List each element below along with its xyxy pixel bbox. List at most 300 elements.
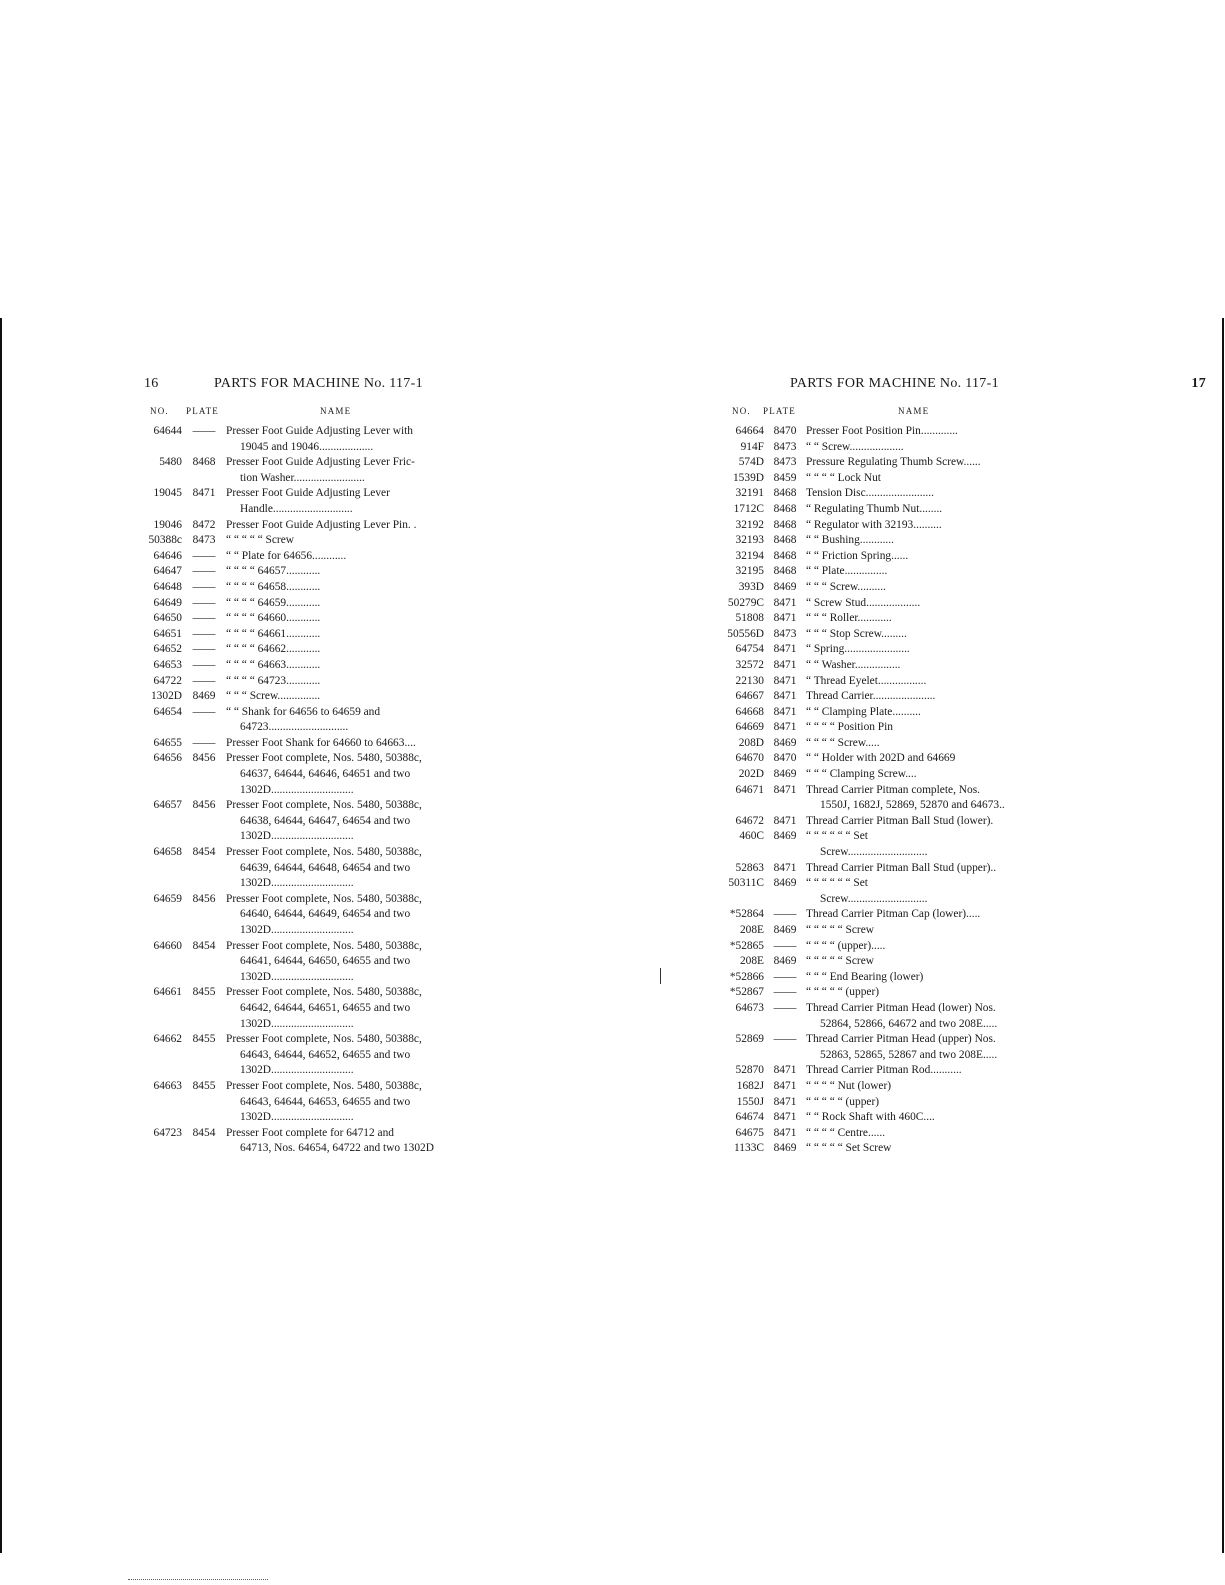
part-number: 19045 — [153, 487, 182, 500]
plate-number: 8455 — [192, 986, 216, 999]
part-name-line: “ “ “ “ Centre...... — [806, 1126, 886, 1139]
part-name — [806, 907, 1048, 923]
part-name-line: 64641, 64644, 64650, 64655 and two — [240, 955, 411, 968]
part-number: 64656 — [153, 752, 182, 765]
part-row — [718, 939, 1178, 955]
part-name-line: 1302D............................. — [240, 970, 354, 983]
part-number: 64646 — [153, 549, 182, 562]
part-name — [806, 486, 1048, 502]
part-name-line: “ “ “ Stop Screw......... — [806, 627, 907, 640]
plate-number: 8471 — [773, 674, 797, 687]
part-row — [718, 1095, 1178, 1111]
plate-number: 8469 — [192, 690, 216, 703]
part-number: 64657 — [153, 799, 182, 812]
part-name — [226, 455, 468, 486]
plate-number: 8456 — [192, 892, 216, 905]
plate-number: —— — [192, 565, 216, 578]
part-number: 64668 — [735, 705, 764, 718]
part-name — [806, 580, 1048, 596]
part-number: 208E — [739, 924, 764, 936]
plate-number: —— — [192, 674, 216, 687]
part-number: 51808 — [735, 612, 764, 625]
part-number: 64653 — [153, 658, 182, 671]
part-row — [718, 1141, 1178, 1157]
plate-number: 8471 — [773, 658, 797, 671]
part-row — [718, 751, 1178, 767]
part-number: 208D — [738, 736, 764, 749]
part-number: 64722 — [153, 674, 182, 687]
part-name-line: “ Thread Eyelet................. — [806, 674, 927, 687]
part-number: *52864 — [729, 908, 764, 921]
part-number: 64655 — [153, 736, 182, 749]
part-name — [226, 611, 468, 627]
part-name — [226, 751, 468, 798]
part-name-line: 52863, 52865, 52867 and two 208E..... — [820, 1048, 998, 1061]
part-name-line: Thread Carrier Pitman complete, Nos. — [806, 783, 980, 796]
part-number: 460C — [739, 830, 764, 843]
part-name — [806, 1110, 1048, 1126]
part-name — [226, 674, 468, 690]
part-name-line: “ “ “ “ (upper)..... — [806, 939, 886, 952]
plate-number: 8468 — [773, 534, 797, 547]
part-row — [134, 580, 594, 596]
plate-number: 8454 — [192, 1126, 216, 1139]
part-row — [134, 736, 594, 752]
running-title: PARTS FOR MACHINE No. 117-1 — [790, 376, 999, 391]
part-name — [226, 736, 468, 752]
part-row — [718, 861, 1178, 877]
part-row — [134, 845, 594, 892]
part-number: *52866 — [729, 970, 764, 983]
part-name-line: “ “ Holder with 202D and 64669 — [806, 752, 956, 765]
part-name — [806, 876, 1048, 907]
column-header-name: NAME — [320, 406, 352, 416]
part-name-line: 1302D............................. — [240, 783, 354, 796]
part-name-line: 64643, 64644, 64652, 64655 and two — [240, 1048, 411, 1061]
plate-number: 8454 — [192, 846, 216, 859]
part-row — [718, 689, 1178, 705]
part-number: 64662 — [153, 1033, 182, 1046]
part-number: 64652 — [153, 643, 182, 656]
part-row — [718, 970, 1178, 986]
part-row — [134, 751, 594, 798]
parts-list — [718, 424, 1178, 1157]
plate-number: 8468 — [773, 502, 797, 515]
part-name-line: Tension Disc........................ — [806, 487, 934, 500]
part-name — [806, 1079, 1048, 1095]
part-name-line: “ Spring....................... — [806, 643, 910, 656]
plate-number: 8471 — [773, 1111, 797, 1124]
part-name-line: Presser Foot complete, Nos. 5480, 50388c, — [226, 1079, 422, 1092]
part-name — [806, 1095, 1048, 1111]
plate-number: —— — [192, 580, 216, 593]
plate-number: 8473 — [192, 534, 216, 547]
part-number: 1133C — [734, 1142, 764, 1155]
plate-number: 8471 — [773, 861, 797, 874]
part-number: 1302D — [150, 690, 182, 703]
running-title: PARTS FOR MACHINE No. 117-1 — [214, 376, 423, 391]
plate-number: 8456 — [192, 799, 216, 812]
part-name-line: “ “ Plate for 64656............ — [226, 549, 347, 562]
parts-list — [134, 424, 594, 1157]
part-name-line: “ “ “ “ “ (upper) — [806, 1095, 880, 1108]
plate-number: 8471 — [192, 487, 216, 500]
plate-number: 8459 — [773, 471, 797, 484]
part-number: 32192 — [735, 518, 764, 531]
part-name-line: 19045 and 19046................... — [240, 440, 374, 453]
part-number: 1539D — [732, 471, 764, 484]
part-name-line: “ “ “ “ “ Screw — [226, 534, 294, 547]
plate-number: 8455 — [192, 1033, 216, 1046]
plate-number: —— — [773, 986, 797, 999]
part-number: 208E — [739, 955, 764, 968]
part-row — [134, 1032, 594, 1079]
part-name-line: 64637, 64644, 64646, 64651 and two — [240, 768, 411, 781]
part-row — [718, 907, 1178, 923]
part-row — [718, 564, 1178, 580]
plate-number: 8470 — [773, 752, 797, 765]
part-name-line: “ “ Friction Spring...... — [806, 549, 909, 562]
part-row — [718, 1126, 1178, 1142]
part-name — [806, 627, 1048, 643]
part-name — [806, 814, 1048, 830]
part-name-line: “ “ “ “ “ (upper) — [806, 986, 880, 999]
part-name-line: Presser Foot complete, Nos. 5480, 50388c, — [226, 752, 422, 765]
part-name-line: Presser Foot complete, Nos. 5480, 50388c, — [226, 846, 422, 859]
part-number: 64654 — [153, 705, 182, 718]
plate-number: 8471 — [773, 1064, 797, 1077]
part-name-line: “ “ “ End Bearing (lower) — [806, 970, 924, 983]
part-name — [806, 751, 1048, 767]
part-number: 1550J — [736, 1095, 764, 1108]
part-name-line: Presser Foot complete, Nos. 5480, 50388c, — [226, 939, 422, 952]
part-row — [134, 486, 594, 517]
part-name-line: Thread Carrier Pitman Rod........... — [806, 1064, 962, 1077]
part-row — [718, 471, 1178, 487]
part-number: 50556D — [727, 627, 764, 640]
right-page — [718, 376, 1206, 1157]
plate-number: —— — [773, 908, 797, 921]
part-row — [134, 627, 594, 643]
part-row — [718, 611, 1178, 627]
part-number: 22130 — [735, 674, 764, 687]
part-name-line: “ “ “ Screw.......... — [806, 580, 886, 593]
part-row — [718, 549, 1178, 565]
part-row — [718, 829, 1178, 860]
part-name-line: “ “ “ “ Nut (lower) — [806, 1079, 892, 1092]
plate-number: —— — [192, 736, 216, 749]
part-name-line: 64638, 64644, 64647, 64654 and two — [240, 814, 411, 827]
part-name — [226, 564, 468, 580]
part-number: 202D — [738, 768, 764, 781]
plate-number: —— — [192, 627, 216, 640]
part-name — [226, 705, 468, 736]
plate-number: —— — [192, 612, 216, 625]
part-number: 64671 — [735, 783, 764, 796]
part-row — [718, 658, 1178, 674]
part-name — [226, 486, 468, 517]
part-row — [718, 440, 1178, 456]
part-number: *52865 — [729, 939, 764, 952]
plate-number: 8471 — [773, 690, 797, 703]
part-name — [806, 549, 1048, 565]
part-number: 52870 — [735, 1064, 764, 1077]
left-page — [134, 376, 594, 1157]
part-name-line: “ “ Bushing............ — [806, 534, 894, 547]
part-name-line: “ “ “ “ 64723............ — [226, 674, 321, 687]
part-row — [718, 455, 1178, 471]
part-name — [806, 1126, 1048, 1142]
part-name-line: “ “ Plate............... — [806, 565, 888, 578]
column-headers — [718, 406, 1178, 424]
part-row — [718, 954, 1178, 970]
part-number: 32572 — [735, 658, 764, 671]
part-name — [806, 1063, 1048, 1079]
part-row — [718, 502, 1178, 518]
part-name — [806, 783, 1048, 814]
plate-number: 8469 — [773, 1142, 797, 1155]
part-number: 64650 — [153, 612, 182, 625]
part-number: 64663 — [153, 1079, 182, 1092]
part-number: 50388c — [148, 534, 182, 547]
plate-number: —— — [192, 643, 216, 656]
plate-number: 8470 — [773, 425, 797, 437]
part-name — [226, 533, 468, 549]
part-row — [718, 720, 1178, 736]
part-name-line: 1302D............................. — [240, 830, 354, 843]
gutter-mark — [660, 968, 661, 984]
plate-number: 8473 — [773, 456, 797, 469]
plate-number: —— — [773, 1001, 797, 1014]
part-row — [718, 1001, 1178, 1032]
part-name-line: “ “ “ Screw............... — [226, 690, 321, 703]
part-row — [134, 642, 594, 658]
part-name-line: Presser Foot complete, Nos. 5480, 50388c, — [226, 986, 422, 999]
plate-number: 8471 — [773, 596, 797, 609]
part-row — [718, 923, 1178, 939]
part-number: 52863 — [735, 861, 764, 874]
part-name-line: Thread Carrier Pitman Head (lower) Nos. — [806, 1001, 996, 1014]
part-number: 64673 — [735, 1001, 764, 1014]
part-name — [806, 533, 1048, 549]
part-name-line: Thread Carrier Pitman Ball Stud (lower). — [806, 814, 994, 827]
part-name — [806, 736, 1048, 752]
part-number: 64674 — [735, 1111, 764, 1124]
part-name — [806, 829, 1048, 860]
plate-number: 8472 — [192, 518, 216, 531]
part-name — [226, 1126, 468, 1157]
part-name-line: “ Screw Stud................... — [806, 596, 921, 609]
part-name — [806, 424, 1048, 440]
part-name — [226, 939, 468, 986]
part-name-line: Presser Foot Position Pin............. — [806, 425, 958, 437]
part-number: 50311C — [728, 877, 764, 890]
plate-number: —— — [773, 939, 797, 952]
part-name — [226, 985, 468, 1032]
part-number: 64675 — [735, 1126, 764, 1139]
plate-number: —— — [773, 1033, 797, 1046]
part-name-line: Presser Foot complete, Nos. 5480, 50388c, — [226, 892, 422, 905]
part-number: 64658 — [153, 846, 182, 859]
part-number: *52867 — [729, 986, 764, 999]
part-name — [806, 1141, 1048, 1157]
part-name-line: 64640, 64644, 64649, 64654 and two — [240, 908, 411, 921]
part-name-line: 64642, 64644, 64651, 64655 and two — [240, 1001, 411, 1014]
part-name — [806, 970, 1048, 986]
plate-number: —— — [192, 425, 216, 437]
part-name — [806, 440, 1048, 456]
part-name-line: Screw............................ — [820, 892, 928, 905]
plate-number: 8468 — [773, 487, 797, 500]
part-number: 32194 — [735, 549, 764, 562]
part-name-line: 1302D............................. — [240, 1111, 354, 1124]
part-name-line: Presser Foot complete for 64712 and — [226, 1126, 394, 1139]
part-row — [718, 627, 1178, 643]
part-number: 52869 — [735, 1033, 764, 1046]
page-number: 16 — [144, 376, 159, 391]
part-row — [134, 658, 594, 674]
plate-number: —— — [192, 549, 216, 562]
part-name-line: “ “ “ “ 64657............ — [226, 565, 321, 578]
plate-number: 8454 — [192, 939, 216, 952]
part-name — [806, 1001, 1048, 1032]
part-name-line: “ “ “ “ Screw..... — [806, 736, 880, 749]
part-number: 64647 — [153, 565, 182, 578]
part-name-line: Thread Carrier...................... — [806, 690, 936, 703]
column-header-no: NO. — [732, 406, 751, 416]
part-name-line: 1302D............................. — [240, 877, 354, 890]
part-row — [134, 455, 594, 486]
part-name-line: Presser Foot Shank for 64660 to 64663.... — [226, 736, 416, 749]
part-name — [226, 580, 468, 596]
part-row — [134, 596, 594, 612]
part-name — [226, 518, 468, 534]
plate-number: 8473 — [773, 440, 797, 453]
part-row — [718, 736, 1178, 752]
part-row — [718, 642, 1178, 658]
part-name — [806, 518, 1048, 534]
part-name — [806, 923, 1048, 939]
plate-number: 8468 — [192, 456, 216, 469]
part-number: 64670 — [735, 752, 764, 765]
plate-number: 8469 — [773, 924, 797, 936]
part-number: 64661 — [153, 986, 182, 999]
part-number: 574D — [738, 456, 764, 469]
column-header-name: NAME — [898, 406, 930, 416]
part-number: 914F — [740, 440, 764, 453]
bottom-dotted-link[interactable] — [128, 1578, 268, 1580]
part-row — [134, 611, 594, 627]
part-row — [134, 549, 594, 565]
part-name — [806, 611, 1048, 627]
part-name-line: Presser Foot Guide Adjusting Lever Fric- — [226, 456, 415, 469]
part-row — [718, 705, 1178, 721]
column-header-no: NO. — [150, 406, 169, 416]
part-row — [718, 486, 1178, 502]
plate-number: 8456 — [192, 752, 216, 765]
part-number: 64667 — [735, 690, 764, 703]
part-row — [134, 674, 594, 690]
part-name-line: Presser Foot Guide Adjusting Lever Pin. . — [226, 518, 417, 531]
part-row — [134, 689, 594, 705]
part-number: 64660 — [153, 939, 182, 952]
part-name — [226, 658, 468, 674]
part-row — [718, 1079, 1178, 1095]
page-number: 17 — [1191, 376, 1206, 391]
part-name-line: Presser Foot Guide Adjusting Lever — [226, 487, 390, 500]
part-name-line: 1550J, 1682J, 52869, 52870 and 64673.. — [820, 799, 1005, 812]
plate-number: —— — [192, 658, 216, 671]
part-row — [718, 674, 1178, 690]
part-row — [134, 518, 594, 534]
part-row — [718, 814, 1178, 830]
part-name — [226, 798, 468, 845]
plate-number: 8469 — [773, 877, 797, 890]
plate-number: 8455 — [192, 1079, 216, 1092]
part-name — [806, 1032, 1048, 1063]
part-row — [134, 1079, 594, 1126]
part-name-line: “ Regulating Thumb Nut........ — [806, 502, 943, 515]
plate-number: 8471 — [773, 783, 797, 796]
plate-number: 8469 — [773, 955, 797, 968]
part-number: 64649 — [153, 596, 182, 609]
plate-number: 8471 — [773, 705, 797, 718]
plate-number: 8471 — [773, 1095, 797, 1108]
scan-edge-left — [0, 318, 2, 1553]
part-row — [718, 767, 1178, 783]
part-name-line: 1302D............................. — [240, 1064, 354, 1077]
plate-number: 8469 — [773, 830, 797, 843]
part-number: 50279C — [727, 596, 764, 609]
part-number: 32191 — [735, 487, 764, 500]
part-name — [806, 674, 1048, 690]
plate-number: 8471 — [773, 721, 797, 734]
part-name-line: 64713, Nos. 64654, 64722 and two 1302D — [240, 1142, 434, 1155]
part-name-line: tion Washer......................... — [240, 471, 365, 484]
part-name — [226, 642, 468, 658]
part-row — [134, 798, 594, 845]
part-name-line: 64723............................ — [240, 721, 349, 734]
part-name — [226, 549, 468, 565]
part-name-line: “ “ “ “ 64660............ — [226, 612, 321, 625]
part-row — [134, 424, 594, 455]
part-name — [806, 985, 1048, 1001]
plate-number: 8471 — [773, 1079, 797, 1092]
part-name-line: “ “ “ “ “ “ Set — [806, 830, 868, 843]
part-name — [806, 954, 1048, 970]
plate-number: —— — [192, 596, 216, 609]
plate-number: 8469 — [773, 768, 797, 781]
plate-number: 8471 — [773, 612, 797, 625]
part-name-line: “ “ “ “ 64663............ — [226, 658, 321, 671]
part-name-line: 64639, 64644, 64648, 64654 and two — [240, 861, 411, 874]
part-name-line: “ “ “ “ 64661............ — [226, 627, 321, 640]
part-number: 64644 — [153, 425, 182, 437]
part-name-line: “ “ “ “ 64659............ — [226, 596, 321, 609]
part-row — [718, 424, 1178, 440]
plate-number: 8468 — [773, 565, 797, 578]
part-row — [718, 1032, 1178, 1063]
part-name-line: 64643, 64644, 64653, 64655 and two — [240, 1095, 411, 1108]
part-row — [134, 892, 594, 939]
part-name-line: “ “ Shank for 64656 to 64659 and — [226, 705, 381, 718]
part-number: 5480 — [159, 456, 182, 469]
part-name — [226, 424, 468, 455]
plate-number: 8471 — [773, 1126, 797, 1139]
column-header-plate: PLATE — [763, 406, 796, 416]
part-name — [806, 939, 1048, 955]
left-page-header — [134, 376, 594, 406]
